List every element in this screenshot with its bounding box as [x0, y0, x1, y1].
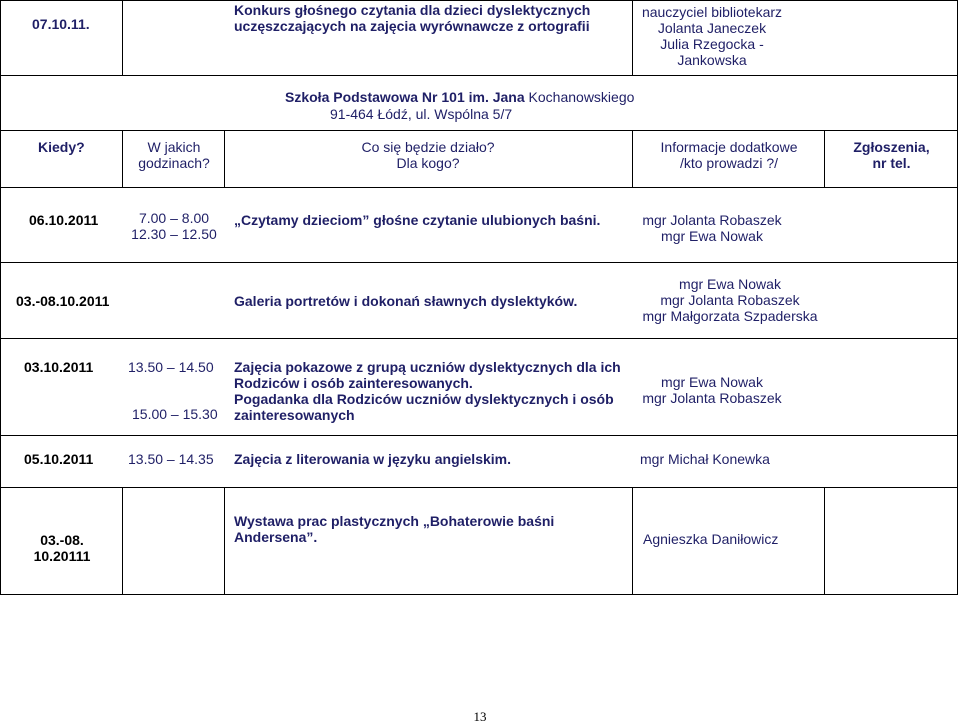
- event-person: mgr Małgorzata Szpaderska: [642, 308, 818, 324]
- col-divider: [824, 487, 825, 595]
- event-description-line: Andersena”.: [234, 529, 318, 545]
- event-people: [632, 276, 828, 324]
- event-person: mgr Jolanta Robaszek: [642, 212, 782, 228]
- rule: [0, 187, 957, 188]
- contest-title-line: Konkurs głośnego czytania dla dzieci dyslektycznych: [234, 2, 591, 18]
- event-time: 12.30 – 12.50: [131, 226, 217, 242]
- header-signup-line: Zgłoszenia,: [853, 139, 930, 155]
- event-date: [2, 532, 122, 564]
- event-date: 03.10.2011: [24, 359, 94, 375]
- event-person: mgr Jolanta Robaszek: [660, 292, 800, 308]
- event-date: 06.10.2011: [29, 212, 99, 228]
- col-border-right: [957, 0, 958, 595]
- header-info: [634, 139, 824, 171]
- col-divider: [122, 130, 123, 188]
- col-divider: [632, 0, 633, 76]
- contest-title-line: uczęszczających na zajęcia wyrównawcze z ortografii: [234, 18, 590, 34]
- col-border-left: [0, 0, 1, 595]
- event-person: mgr Ewa Nowak: [661, 228, 763, 244]
- header-when: Kiedy?: [38, 139, 85, 155]
- col-divider: [122, 0, 123, 76]
- header-hours-line: W jakich: [147, 139, 201, 155]
- event-description-line: Pogadanka dla Rodziców uczniów dyslektycznych i osób: [234, 391, 614, 407]
- organizer-line: Jankowska: [677, 52, 747, 68]
- rule: [0, 130, 957, 131]
- col-divider: [824, 130, 825, 188]
- rule: [0, 338, 957, 339]
- header-hours-line: godzinach?: [138, 155, 210, 171]
- event-time: 13.50 – 14.35: [128, 451, 214, 467]
- col-divider: [224, 487, 225, 595]
- school-name: [285, 89, 634, 105]
- col-divider: [632, 487, 633, 595]
- rule: [0, 262, 957, 263]
- event-time: 7.00 – 8.00: [138, 210, 210, 226]
- organizer-line: nauczyciel bibliotekarz: [641, 4, 783, 20]
- event-person: mgr Michał Konewka: [640, 451, 770, 467]
- event-times: [124, 210, 224, 242]
- school-name-bold: Szkoła Podstawowa Nr 101 im. Jana: [285, 89, 525, 105]
- school-address: 91-464 Łódź, ul. Wspólna 5/7: [330, 106, 513, 122]
- rule-bottom: [0, 594, 957, 595]
- event-description: Galeria portretów i dokonań sławnych dyslektyków.: [234, 293, 578, 309]
- event-person: Agnieszka Daniłowicz: [643, 531, 779, 547]
- col-divider: [122, 487, 123, 595]
- header-what-line: Co się będzie działo?: [361, 139, 495, 155]
- event-description: [234, 359, 621, 423]
- event-description: Zajęcia z literowania w języku angielskim.: [234, 451, 511, 467]
- event-people: [632, 374, 792, 406]
- page-number: 13: [473, 709, 487, 724]
- header-info-line: /kto prowadzi ?/: [679, 155, 779, 171]
- header-what-line: Dla kogo?: [396, 155, 460, 171]
- contest-date: 07.10.11.: [32, 16, 90, 32]
- rule: [0, 75, 957, 76]
- event-description-line: zainteresowanych: [234, 407, 355, 423]
- header-what: [224, 139, 632, 171]
- header-signup-line: nr tel.: [872, 155, 911, 171]
- event-people: [632, 212, 792, 244]
- col-divider: [632, 130, 633, 188]
- event-date: 05.10.2011: [24, 451, 94, 467]
- event-description-line: Wystawa prac plastycznych „Bohaterowie baśni: [234, 513, 555, 529]
- organizers: [634, 4, 790, 68]
- rule: [0, 487, 957, 488]
- event-date: 03.-08.10.2011: [16, 293, 110, 309]
- event-description-line: Rodziców i osób zainteresowanych.: [234, 375, 473, 391]
- event-description-line: Zajęcia pokazowe z grupą uczniów dyslektycznych dla ich: [234, 359, 621, 375]
- header-hours: [124, 139, 224, 171]
- event-person: mgr Ewa Nowak: [679, 276, 781, 292]
- event-date-line: 03.-08.: [40, 532, 84, 548]
- contest-title: [234, 2, 590, 34]
- event-description: „Czytamy dzieciom” głośne czytanie ulubionych baśni.: [234, 212, 601, 228]
- event-date-line: 10.20111: [33, 548, 91, 564]
- organizer-line: Julia Rzegocka -: [660, 36, 764, 52]
- school-name-rest: Kochanowskiego: [528, 89, 635, 105]
- organizer-line: Jolanta Janeczek: [657, 20, 767, 36]
- rule-top: [0, 0, 957, 1]
- event-time: 15.00 – 15.30: [132, 406, 218, 422]
- event-time: 13.50 – 14.50: [128, 359, 214, 375]
- header-info-line: Informacje dodatkowe: [660, 139, 798, 155]
- event-person: mgr Jolanta Robaszek: [642, 390, 782, 406]
- event-description: [234, 513, 554, 545]
- rule: [0, 435, 957, 436]
- event-person: mgr Ewa Nowak: [661, 374, 763, 390]
- header-signup: [826, 139, 957, 171]
